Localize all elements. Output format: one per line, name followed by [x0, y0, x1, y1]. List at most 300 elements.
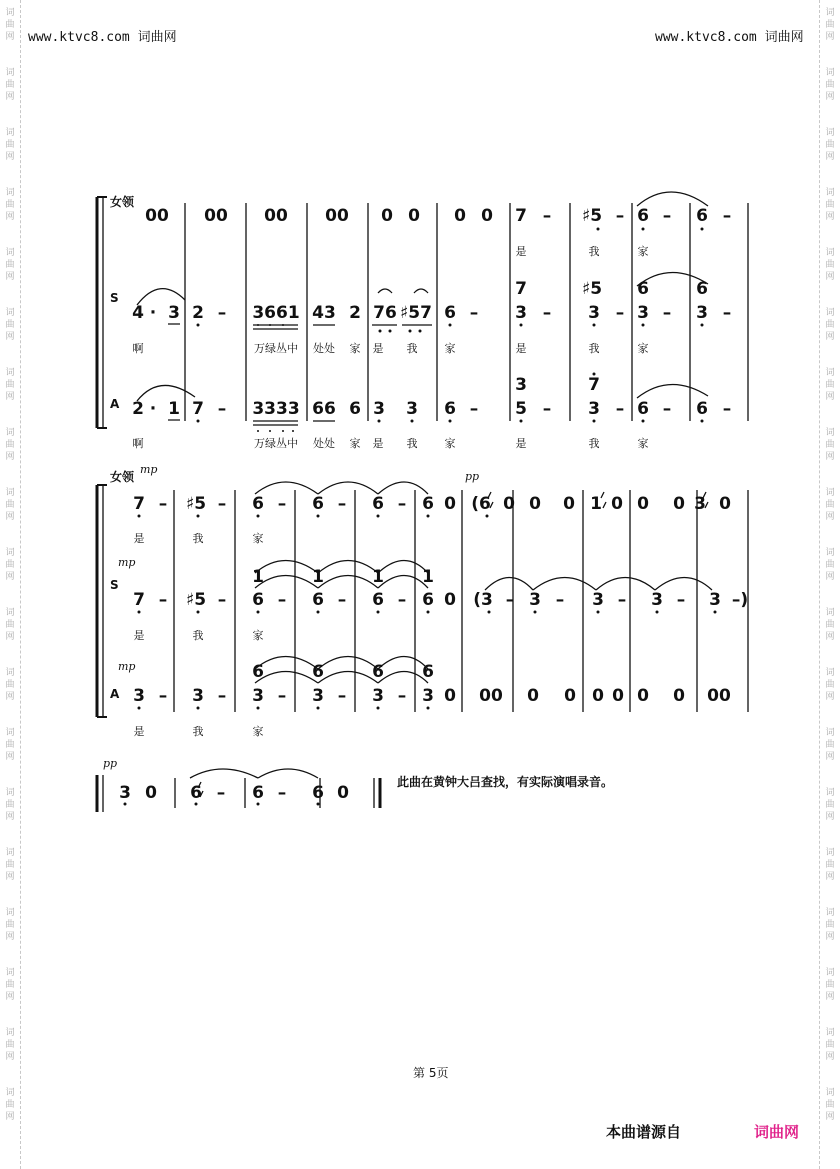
lyric: 万绿丛中 — [254, 437, 298, 450]
watermark-glyph: 曲 — [5, 440, 15, 450]
note: – — [397, 686, 407, 706]
watermark-glyph: 网 — [5, 332, 15, 342]
note: 7 — [515, 279, 527, 299]
footer-brand[interactable]: 词曲网 — [754, 1123, 800, 1141]
note: – — [217, 494, 227, 514]
footer-source-label: 本曲谱源自 — [606, 1123, 682, 1141]
note: 3 — [588, 399, 600, 419]
watermark-glyph: 网 — [5, 272, 15, 282]
watermark-glyph: 词 — [5, 668, 15, 678]
watermark-glyph: 网 — [5, 212, 15, 222]
watermark-glyph: 曲 — [5, 740, 15, 750]
note: 3 — [515, 375, 527, 395]
watermark-glyph: 词 — [5, 488, 15, 498]
note: – — [158, 686, 168, 706]
lyric: 家 — [252, 629, 264, 642]
watermark-glyph: 网 — [825, 1112, 835, 1122]
lyric: 是 — [372, 342, 384, 355]
note: 3 — [373, 399, 385, 419]
watermark-glyph: 网 — [825, 812, 835, 822]
header-site-right[interactable]: www.ktvc8.com 词曲网 — [655, 30, 804, 45]
watermark-glyph: 曲 — [5, 140, 15, 150]
note: 0 — [481, 206, 493, 226]
watermark-glyph: 网 — [825, 392, 835, 402]
note: 3 — [133, 686, 145, 706]
note: 76 — [373, 303, 397, 323]
watermark-glyph: 词 — [5, 368, 15, 378]
lyric: 是 — [133, 532, 145, 545]
watermark-glyph: 词 — [5, 1088, 15, 1098]
part-label-soprano-2: S — [110, 578, 119, 592]
watermark-glyph: 曲 — [825, 1100, 835, 1110]
lyric: 是 — [515, 342, 527, 355]
watermark-glyph: 曲 — [825, 260, 835, 270]
watermark-glyph: 曲 — [825, 740, 835, 750]
watermark-glyph: 曲 — [5, 980, 15, 990]
lyric: 我 — [588, 245, 600, 258]
watermark-glyph: 网 — [825, 872, 835, 882]
note: 3 — [192, 686, 204, 706]
note: 6 — [637, 399, 649, 419]
lyric: 处处 — [313, 437, 335, 450]
note: 6 — [372, 662, 384, 682]
note: – — [615, 303, 625, 323]
note: 3 — [515, 303, 527, 323]
note: (6 — [471, 494, 491, 514]
part-label-lead-2: 女领 — [110, 470, 135, 484]
note: – — [505, 590, 515, 610]
watermark-glyph: 词 — [5, 308, 15, 318]
watermark-glyph: 曲 — [825, 1040, 835, 1050]
note: 3 — [637, 303, 649, 323]
note: – — [542, 303, 552, 323]
lyric: 我 — [192, 725, 204, 738]
note: 6 — [422, 494, 434, 514]
dynamic-mp-soprano: mp — [118, 556, 136, 569]
watermark-glyph: 词 — [5, 968, 15, 978]
note: – — [277, 590, 287, 610]
watermark-glyph: 曲 — [5, 500, 15, 510]
note: – — [615, 206, 625, 226]
note: 6 — [312, 494, 324, 514]
watermark-glyph: 网 — [825, 1052, 835, 1062]
note: – — [158, 494, 168, 514]
lyric: 家 — [637, 342, 649, 355]
watermark-glyph: 曲 — [5, 560, 15, 570]
note: 3 — [651, 590, 663, 610]
note: 6 — [349, 399, 361, 419]
watermark-glyph: 曲 — [5, 380, 15, 390]
watermark-glyph: 词 — [825, 728, 835, 738]
note: – — [217, 399, 227, 419]
watermark-glyph: 词 — [825, 8, 835, 18]
watermark-glyph: 网 — [5, 812, 15, 822]
watermark-glyph: 曲 — [825, 800, 835, 810]
watermark-glyph: 词 — [5, 908, 15, 918]
watermark-glyph: 词 — [825, 248, 835, 258]
lyric: 是 — [133, 725, 145, 738]
note: 0 — [337, 783, 349, 803]
note: 3 — [312, 686, 324, 706]
note: – — [662, 303, 672, 323]
watermark-glyph: 曲 — [5, 200, 15, 210]
note: 0 — [408, 206, 420, 226]
watermark-glyph: 词 — [5, 8, 15, 18]
dynamic-pp: pp — [465, 470, 480, 483]
note: 1 — [590, 494, 602, 514]
note: 1 — [422, 567, 434, 587]
watermark-glyph: 网 — [825, 32, 835, 42]
watermark-glyph: 词 — [825, 548, 835, 558]
note: 3 — [168, 303, 180, 323]
watermark-glyph: 网 — [825, 212, 835, 222]
note: (3 — [473, 590, 493, 610]
watermark-glyph: 曲 — [5, 920, 15, 930]
note: 6 — [444, 303, 456, 323]
note: – — [469, 399, 479, 419]
watermark-glyph: 词 — [5, 188, 15, 198]
watermark-glyph: 词 — [5, 788, 15, 798]
watermark-glyph: 词 — [825, 968, 835, 978]
note: 0 — [503, 494, 515, 514]
note: 0 — [444, 686, 456, 706]
note: 7 — [133, 494, 145, 514]
watermark-glyph: 曲 — [825, 200, 835, 210]
note: 6 — [190, 783, 202, 803]
lyric: 家 — [444, 437, 456, 450]
watermark-glyph: 词 — [825, 308, 835, 318]
watermark-glyph: 曲 — [5, 80, 15, 90]
watermark-glyph: 词 — [5, 848, 15, 858]
lyric: 我 — [406, 342, 418, 355]
note: – — [397, 494, 407, 514]
lyric: 啊 — [132, 342, 144, 355]
watermark-glyph: 网 — [5, 392, 15, 402]
watermark-glyph: 曲 — [825, 20, 835, 30]
watermark-glyph: 网 — [5, 1112, 15, 1122]
note: 6 — [444, 399, 456, 419]
watermark-glyph: 曲 — [825, 440, 835, 450]
note: 3 — [406, 399, 418, 419]
note: 00 — [479, 686, 503, 706]
watermark-glyph: 词 — [5, 68, 15, 78]
note: 1 — [312, 567, 324, 587]
note: – — [277, 686, 287, 706]
watermark-glyph: 网 — [825, 932, 835, 942]
note: – — [662, 399, 672, 419]
note: 1 — [168, 399, 180, 419]
note: 3661 — [252, 303, 300, 323]
dynamic-pp-2: pp — [103, 757, 118, 770]
watermark-glyph: 词 — [825, 1028, 835, 1038]
note: – — [277, 783, 287, 803]
note: 2 — [349, 303, 361, 323]
part-label-lead: 女领 — [110, 195, 135, 209]
note: ♯57 — [400, 303, 432, 323]
note: 0 — [564, 686, 576, 706]
note: – — [337, 590, 347, 610]
lyric: 家 — [349, 437, 361, 450]
note: 1 — [252, 567, 264, 587]
lyric: 家 — [252, 725, 264, 738]
note: 5 — [515, 399, 527, 419]
note: –) — [731, 590, 749, 610]
note: 00 — [325, 206, 349, 226]
note: 6 — [312, 662, 324, 682]
note: ♯5 — [581, 279, 603, 299]
watermark-glyph: 网 — [825, 152, 835, 162]
watermark-glyph: 词 — [825, 68, 835, 78]
note: ♯5 — [581, 206, 603, 226]
watermark-glyph: 网 — [5, 632, 15, 642]
note: 4 — [132, 303, 144, 323]
note: – — [617, 590, 627, 610]
note: – — [555, 590, 565, 610]
watermark-glyph: 网 — [825, 452, 835, 462]
watermark-glyph: 网 — [825, 572, 835, 582]
lyric: 我 — [588, 437, 600, 450]
watermark-glyph: 网 — [5, 992, 15, 1002]
note: 6 — [372, 590, 384, 610]
watermark-glyph: 曲 — [5, 1040, 15, 1050]
note: 3 — [696, 303, 708, 323]
note: – — [277, 494, 287, 514]
note: 6 — [312, 783, 324, 803]
watermark-glyph: 网 — [5, 872, 15, 882]
note: 3 — [529, 590, 541, 610]
watermark-glyph: 曲 — [825, 320, 835, 330]
watermark-glyph: 网 — [825, 632, 835, 642]
lyric: 家 — [637, 437, 649, 450]
note: 0 — [612, 686, 624, 706]
watermark-glyph: 网 — [5, 92, 15, 102]
note: – — [397, 590, 407, 610]
note: 66 — [312, 399, 336, 419]
note: – — [216, 783, 226, 803]
note: 00 — [264, 206, 288, 226]
watermark-glyph: 曲 — [825, 920, 835, 930]
note: – — [722, 303, 732, 323]
note: 6 — [252, 662, 264, 682]
note: 00 — [204, 206, 228, 226]
lyric: 是 — [515, 437, 527, 450]
watermark-glyph: 词 — [5, 428, 15, 438]
watermark-glyph: 曲 — [825, 140, 835, 150]
watermark-glyph: 网 — [5, 692, 15, 702]
note: 6 — [252, 494, 264, 514]
note: 0 — [673, 686, 685, 706]
note: – — [158, 590, 168, 610]
note: 0 — [637, 686, 649, 706]
note: – — [722, 399, 732, 419]
page-number: 第 5页 — [413, 1066, 449, 1080]
lyric: 家 — [252, 532, 264, 545]
note: – — [337, 494, 347, 514]
note: 6 — [637, 279, 649, 299]
note: 3 — [694, 494, 706, 514]
note: 2 — [192, 303, 204, 323]
watermark-glyph: 曲 — [5, 620, 15, 630]
lyric: 啊 — [132, 437, 144, 450]
header-site-left[interactable]: www.ktvc8.com 词曲网 — [28, 30, 177, 45]
lyric: 家 — [444, 342, 456, 355]
watermark-glyph: 网 — [5, 572, 15, 582]
lyric: 家 — [637, 245, 649, 258]
watermark-glyph: 网 — [825, 692, 835, 702]
part-label-alto-2: A — [110, 687, 120, 701]
note: – — [217, 686, 227, 706]
note: 0 — [444, 590, 456, 610]
note: – — [469, 303, 479, 323]
lyric: 处处 — [313, 342, 335, 355]
note: 00 — [145, 206, 169, 226]
watermark-glyph: 词 — [5, 728, 15, 738]
watermark-glyph: 曲 — [825, 860, 835, 870]
watermark-glyph: 网 — [5, 152, 15, 162]
watermark-glyph: 网 — [825, 92, 835, 102]
note: 3 — [422, 686, 434, 706]
note: 0 — [637, 494, 649, 514]
note: 7 — [133, 590, 145, 610]
watermark-glyph: 词 — [5, 608, 15, 618]
watermark-glyph: 曲 — [825, 80, 835, 90]
note: 7 — [192, 399, 204, 419]
watermark-glyph: 曲 — [5, 860, 15, 870]
watermark-glyph: 词 — [825, 1088, 835, 1098]
note: 0 — [592, 686, 604, 706]
note: 0 — [719, 494, 731, 514]
note: 6 — [422, 662, 434, 682]
watermark-glyph: 网 — [825, 332, 835, 342]
note: 0 — [145, 783, 157, 803]
note: 6 — [696, 399, 708, 419]
watermark-glyph: 词 — [5, 1028, 15, 1038]
watermark-glyph: 词 — [825, 188, 835, 198]
lyric: 是 — [133, 629, 145, 642]
watermark-glyph: 词 — [825, 368, 835, 378]
watermark-glyph: 网 — [825, 752, 835, 762]
watermark-glyph: 网 — [825, 272, 835, 282]
note: 0 — [454, 206, 466, 226]
note: ♯5 — [185, 590, 207, 610]
watermark-glyph: 曲 — [5, 1100, 15, 1110]
score-remark: 此曲在黄钟大吕查找，有实际演唱录音。 — [397, 775, 614, 789]
note: 3 — [119, 783, 131, 803]
watermark-glyph: 曲 — [825, 500, 835, 510]
note: 7 — [588, 375, 600, 395]
note: 0 — [611, 494, 623, 514]
watermark-glyph: 网 — [5, 932, 15, 942]
note: 3 — [372, 686, 384, 706]
watermark-glyph: 词 — [5, 548, 15, 558]
lyric: 我 — [192, 532, 204, 545]
note: · — [149, 303, 157, 323]
watermark-glyph: 曲 — [5, 680, 15, 690]
note: 6 — [372, 494, 384, 514]
watermark-glyph: 网 — [5, 512, 15, 522]
watermark-glyph: 词 — [5, 248, 15, 258]
watermark-glyph: 网 — [5, 752, 15, 762]
watermark-glyph: 网 — [825, 992, 835, 1002]
lyric: 是 — [515, 245, 527, 258]
watermark-glyph: 网 — [5, 1052, 15, 1062]
watermark-glyph: 词 — [825, 128, 835, 138]
note: 0 — [529, 494, 541, 514]
note: · — [149, 399, 157, 419]
note: – — [542, 206, 552, 226]
note: 3 — [252, 686, 264, 706]
note: – — [217, 303, 227, 323]
note: 3 — [709, 590, 721, 610]
note: 6 — [637, 206, 649, 226]
note: 6 — [422, 590, 434, 610]
watermark-glyph: 曲 — [5, 800, 15, 810]
lyric: 是 — [372, 437, 384, 450]
note: – — [542, 399, 552, 419]
lyric: 我 — [192, 629, 204, 642]
watermark-glyph: 曲 — [5, 260, 15, 270]
note: 6 — [312, 590, 324, 610]
watermark-glyph: 曲 — [5, 320, 15, 330]
part-label-alto: A — [110, 397, 120, 411]
note: 3 — [592, 590, 604, 610]
note: 6 — [252, 590, 264, 610]
note: 43 — [312, 303, 336, 323]
note: 0 — [381, 206, 393, 226]
note: 6 — [696, 279, 708, 299]
watermark-glyph: 词 — [825, 488, 835, 498]
note: 6 — [696, 206, 708, 226]
watermark-glyph: 词 — [825, 668, 835, 678]
note: – — [722, 206, 732, 226]
note: ♯5 — [185, 494, 207, 514]
watermark-glyph: 曲 — [825, 380, 835, 390]
dynamic-mp-alto: mp — [118, 660, 136, 673]
watermark-glyph: 网 — [5, 32, 15, 42]
dynamic-mp-lead: mp — [140, 463, 158, 476]
watermark-glyph: 词 — [5, 128, 15, 138]
watermark-glyph: 词 — [825, 428, 835, 438]
note: – — [676, 590, 686, 610]
note: 0 — [673, 494, 685, 514]
watermark-glyph: 词 — [825, 788, 835, 798]
watermark-glyph: 曲 — [825, 620, 835, 630]
note: 0 — [444, 494, 456, 514]
note: – — [662, 206, 672, 226]
note: 2 — [132, 399, 144, 419]
part-label-soprano: S — [110, 291, 119, 305]
lyric: 家 — [349, 342, 361, 355]
note: 1 — [372, 567, 384, 587]
lyric: 万绿丛中 — [254, 342, 298, 355]
note: 00 — [707, 686, 731, 706]
watermark-glyph: 网 — [5, 452, 15, 462]
watermark-glyph: 词 — [825, 908, 835, 918]
note: 0 — [563, 494, 575, 514]
note: – — [615, 399, 625, 419]
watermark-glyph: 词 — [825, 608, 835, 618]
watermark-glyph: 曲 — [825, 980, 835, 990]
note: 6 — [252, 783, 264, 803]
note: 0 — [527, 686, 539, 706]
lyric: 我 — [588, 342, 600, 355]
note: – — [337, 686, 347, 706]
note: 7 — [515, 206, 527, 226]
watermark-glyph: 曲 — [825, 560, 835, 570]
note: – — [217, 590, 227, 610]
note: 3 — [588, 303, 600, 323]
watermark-glyph: 网 — [825, 512, 835, 522]
